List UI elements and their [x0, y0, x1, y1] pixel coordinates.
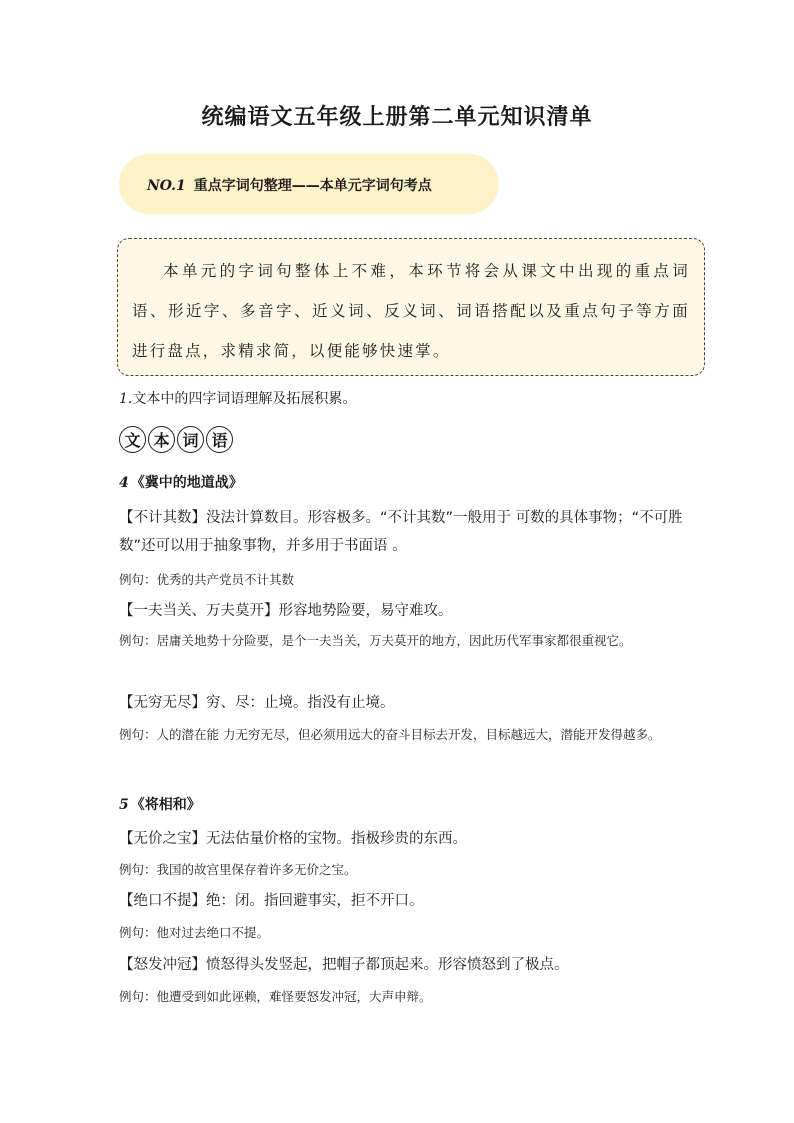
- vocab-entry: 【无穷无尽】穷、尽：止境。指没有止境。: [119, 695, 395, 711]
- lesson-title: [119, 794, 201, 814]
- vocab-entry: 【绝口不提】绝：闭。指回避事实，拒不开口。: [119, 893, 424, 909]
- subsection-text: 文本中的四字词语理解及拓展积累。: [132, 391, 357, 407]
- subsection-number: 1.: [119, 391, 133, 407]
- page-title: 统编语文五年级上册第二单元知识清单: [201, 105, 593, 130]
- example-sentence: 例句：居庸关地势十分险要，是个一夫当关，万夫莫开的地方，因此历代军事家都很重视它。: [119, 633, 632, 648]
- intro-text: 本单元的字词句整体上不难，本环节将会从课文中出现的重点词语、形近字、多音字、近义词、反义词、词语搭配以及重点句子等方面进行盘点，求精求简，以便能够快速掌。: [132, 262, 690, 360]
- vocab-entry: 【无价之宝】无法估量价格的宝物。指极珍贵的东西。: [119, 831, 467, 847]
- lesson-number: 4: [119, 475, 129, 491]
- lesson-title: [119, 472, 243, 492]
- circled-char-badge: 词: [177, 426, 204, 453]
- example-sentence: 例句：他对过去绝口不提。: [119, 925, 270, 940]
- circled-char-badge: 本: [148, 426, 175, 453]
- badge-row: [119, 426, 233, 453]
- vocab-entry: 【怒发冲冠】愤怒得头发竖起，把帽子都顶起来。形容愤怒到了极点。: [119, 957, 569, 973]
- lesson-number: 5: [119, 797, 129, 813]
- intro-box: [117, 238, 705, 376]
- example-sentence: 例句：优秀的共产党员不计其数: [119, 572, 295, 587]
- section-text: 重点字词句整理——本单元字词句考点: [193, 178, 432, 194]
- example-sentence: 例句：他遭受到如此诬赖，难怪要怒发冲冠，大声申辩。: [119, 989, 432, 1004]
- vocab-entry: 【不计其数】没法计算数目。形容极多。“不计其数”一般用于 可数的具体事物；“不可胜数”还可以用于抽象事物，并多用于书面语 。: [119, 510, 683, 554]
- section-header: [119, 154, 499, 214]
- section-number: NO.1: [147, 178, 186, 194]
- lesson-name: 《冀中的地道战》: [130, 475, 243, 491]
- vocab-entry: 【一夫当关、万夫莫开】形容地势险要，易守难攻。: [119, 603, 453, 619]
- circled-char-badge: 语: [206, 426, 233, 453]
- example-sentence: 例句：我国的故宫里保存着许多无价之宝。: [119, 862, 357, 877]
- example-sentence: 例句：人的潜在能 力无穷无尽，但必须用远大的奋斗目标去开发，目标越远大，潜能开发得越多。: [119, 727, 661, 742]
- section-label: [147, 175, 432, 195]
- subsection-heading: [119, 388, 356, 408]
- lesson-name: 《将相和》: [130, 797, 201, 813]
- circled-char-badge: 文: [119, 426, 146, 453]
